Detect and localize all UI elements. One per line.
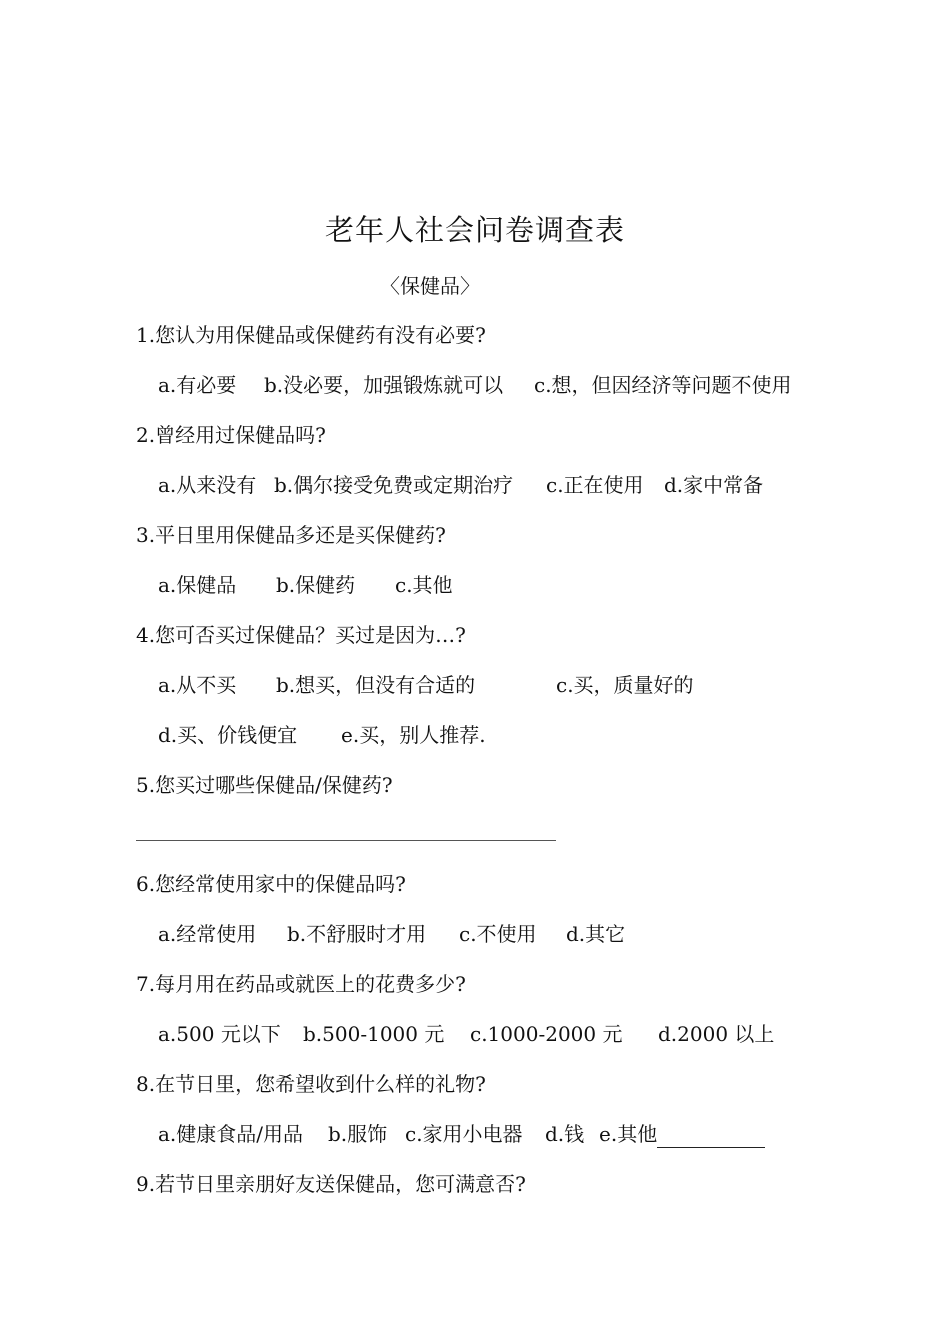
q7-option-b: b.500-1000 元 <box>303 1022 445 1046</box>
q3-option-b: b.保健药 <box>276 573 356 597</box>
q2-option-a: a.从来没有 <box>158 473 257 497</box>
q6-option-a: a.经常使用 <box>158 922 257 946</box>
q5-answer-line[interactable] <box>136 840 556 841</box>
q4-option-a: a.从不买 <box>158 673 237 697</box>
q4-option-c: c.买，质量好的 <box>556 673 694 697</box>
q1-option-b: b.没必要，加强锻炼就可以 <box>264 373 504 397</box>
question-7: 7.每月用在药品或就医上的花费多少? <box>136 972 466 996</box>
q4-option-b: b.想买，但没有合适的 <box>276 673 476 697</box>
q8-option-c: c.家用小电器 <box>405 1122 523 1146</box>
q2-option-d: d.家中常备 <box>664 473 764 497</box>
q1-option-c: c.想，但因经济等问题不使用 <box>534 373 792 397</box>
q2-option-c: c.正在使用 <box>546 473 644 497</box>
q1-option-a: a.有必要 <box>158 373 237 397</box>
question-6: 6.您经常使用家中的保健品吗? <box>136 872 406 896</box>
q2-option-b: b.偶尔接受免费或定期治疗 <box>274 473 514 497</box>
q8-other-blank[interactable] <box>657 1125 765 1148</box>
q8-option-d: d.钱 <box>545 1122 585 1146</box>
page-subtitle: 〈保健品〉 <box>380 274 480 298</box>
q7-option-d: d.2000 以上 <box>658 1022 775 1046</box>
q6-option-c: c.不使用 <box>459 922 537 946</box>
question-8: 8.在节日里，您希望收到什么样的礼物? <box>136 1072 486 1096</box>
q6-option-b: b.不舒服时才用 <box>287 922 427 946</box>
q7-option-a: a.500 元以下 <box>158 1022 281 1046</box>
q6-option-d: d.其它 <box>566 922 626 946</box>
question-4: 4.您可否买过保健品？买过是因为…? <box>136 623 466 647</box>
question-1: 1.您认为用保健品或保健药有没有必要? <box>136 323 486 347</box>
q3-option-c: c.其他 <box>395 573 453 597</box>
q8-option-e: e.其他 <box>599 1122 658 1146</box>
q3-option-a: a.保健品 <box>158 573 237 597</box>
q8-option-a: a.健康食品/用品 <box>158 1122 304 1146</box>
q4-option-d: d.买、价钱便宜 <box>158 723 298 747</box>
q7-option-c: c.1000-2000 元 <box>470 1022 623 1046</box>
q4-option-e: e.买，别人推荐. <box>341 723 486 747</box>
question-3: 3.平日里用保健品多还是买保健药? <box>136 523 446 547</box>
question-2: 2.曾经用过保健品吗? <box>136 423 326 447</box>
q8-option-b: b.服饰 <box>328 1122 388 1146</box>
question-5: 5.您买过哪些保健品/保健药? <box>136 773 393 797</box>
question-9: 9.若节日里亲朋好友送保健品，您可满意否? <box>136 1172 526 1196</box>
q8-option-e-group <box>599 1120 765 1148</box>
page-title: 老年人社会问卷调查表 <box>324 213 625 247</box>
